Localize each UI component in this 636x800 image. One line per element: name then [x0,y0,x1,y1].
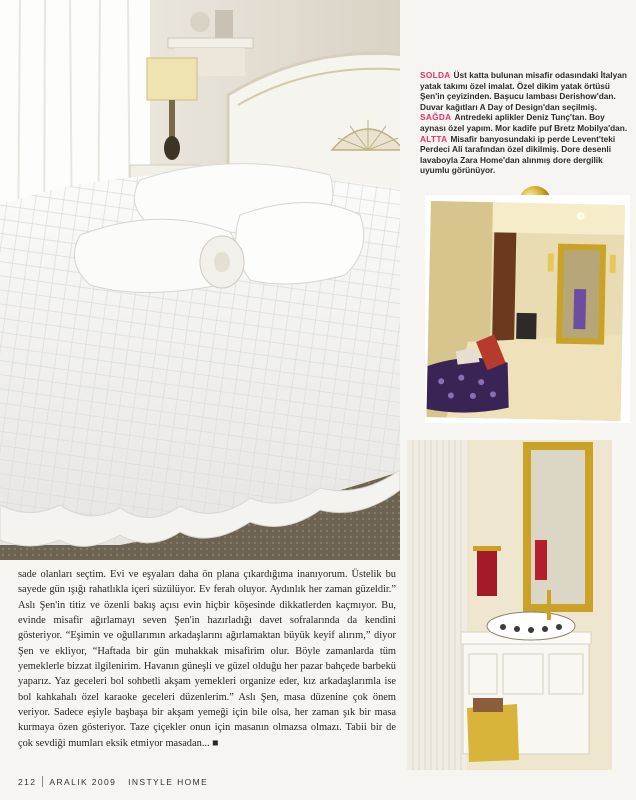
caption-label-bottom: ALTTA [420,133,448,144]
caption-text-right: Antredeki aplikler Deniz Tunç'tan. Boy aynası özel yapım. Mor kadife puf Bretz Mobilya'dan. [420,112,628,133]
caption-label-right: SAĞDA [420,112,452,123]
caption-text-left: Üst katta bulunan misafir odasındaki İtalyan yatak takımı özel imalat. Özel dikim yatak örtüsü Şen'in çeyizinden. Başucu lambası Derishow'dan. Duvar kağıtları A Day of Design'dan seçilmiş. [420,70,627,112]
caption-text-bottom: Misafir banyosundaki ip perde Levent'teki Perdeci Ali tarafından özel dikilmiş. Dore desenli lavaboyla Zara Home'dan alınmış dore dergilik uyumlu görünüyor. [420,133,616,176]
page-number: 212 [18,776,37,787]
footer-divider [42,776,43,787]
entrance-hall-photo [425,195,630,423]
guest-bathroom-photo [407,440,612,770]
caption-right [420,112,628,133]
page-footer [18,776,618,790]
issue-date: ARALIK 2009 [49,776,117,787]
caption-bottom [420,134,628,176]
caption-label-left: SOLDA [420,70,451,80]
article-body [18,567,396,751]
article-paragraph: sade olanları seçtim. Evi ve eşyaları daha ön plana çıkardığıma inanıyorum. Üstelik bu sayede gün ışığı rahatlıkla içeri süzülüyor. Ev ferah oluyor. Aydınlık her zaman güzeldir.” Aslı Şen'in titiz ve özenli bakış açısı evin hiçbir köşesinde dikkatlerden kaçmıyor. Bu, evinde misafir ağırlamayı seven Şen'in hazırladığı davet sofralarında da kendini gösteriyor. “Eşimin ve oğullarımın arkadaşlarını ağırlamaktan büyük keyif alırım,” diyor Şen ve ekliyor, “Haftada bir gün muhakkak misafirim olur. Böyle zamanlarda tüm yemeklerle bizzat ilgilenirim. Havanın güneşli ve güzel olduğu her pazar bahçede barbekü yaparız. Yaz geceleri bol sohbetli akşam yemekleri organize eder, kız arkadaşlarımla ise bol kahkahalı özel karaoke geceleri düzenlerim.” Aslı Şen, masa düzenine çok önem veriyor. Sadece eşiyle başbaşa bir akşam yemeği için bile olsa, her zaman şık bir masa kurmaya özen gösteriyor. Taze çiçekler onun için masanın olmazsa olmazı. Tabii bir de çok sevdiği mumları eksik etmiyor masadan... ■ [18,569,396,749]
bedroom-photo [0,0,400,560]
photo-caption [420,70,628,176]
magazine-name: INSTYLE HOME [128,776,209,787]
caption-left [420,70,628,112]
